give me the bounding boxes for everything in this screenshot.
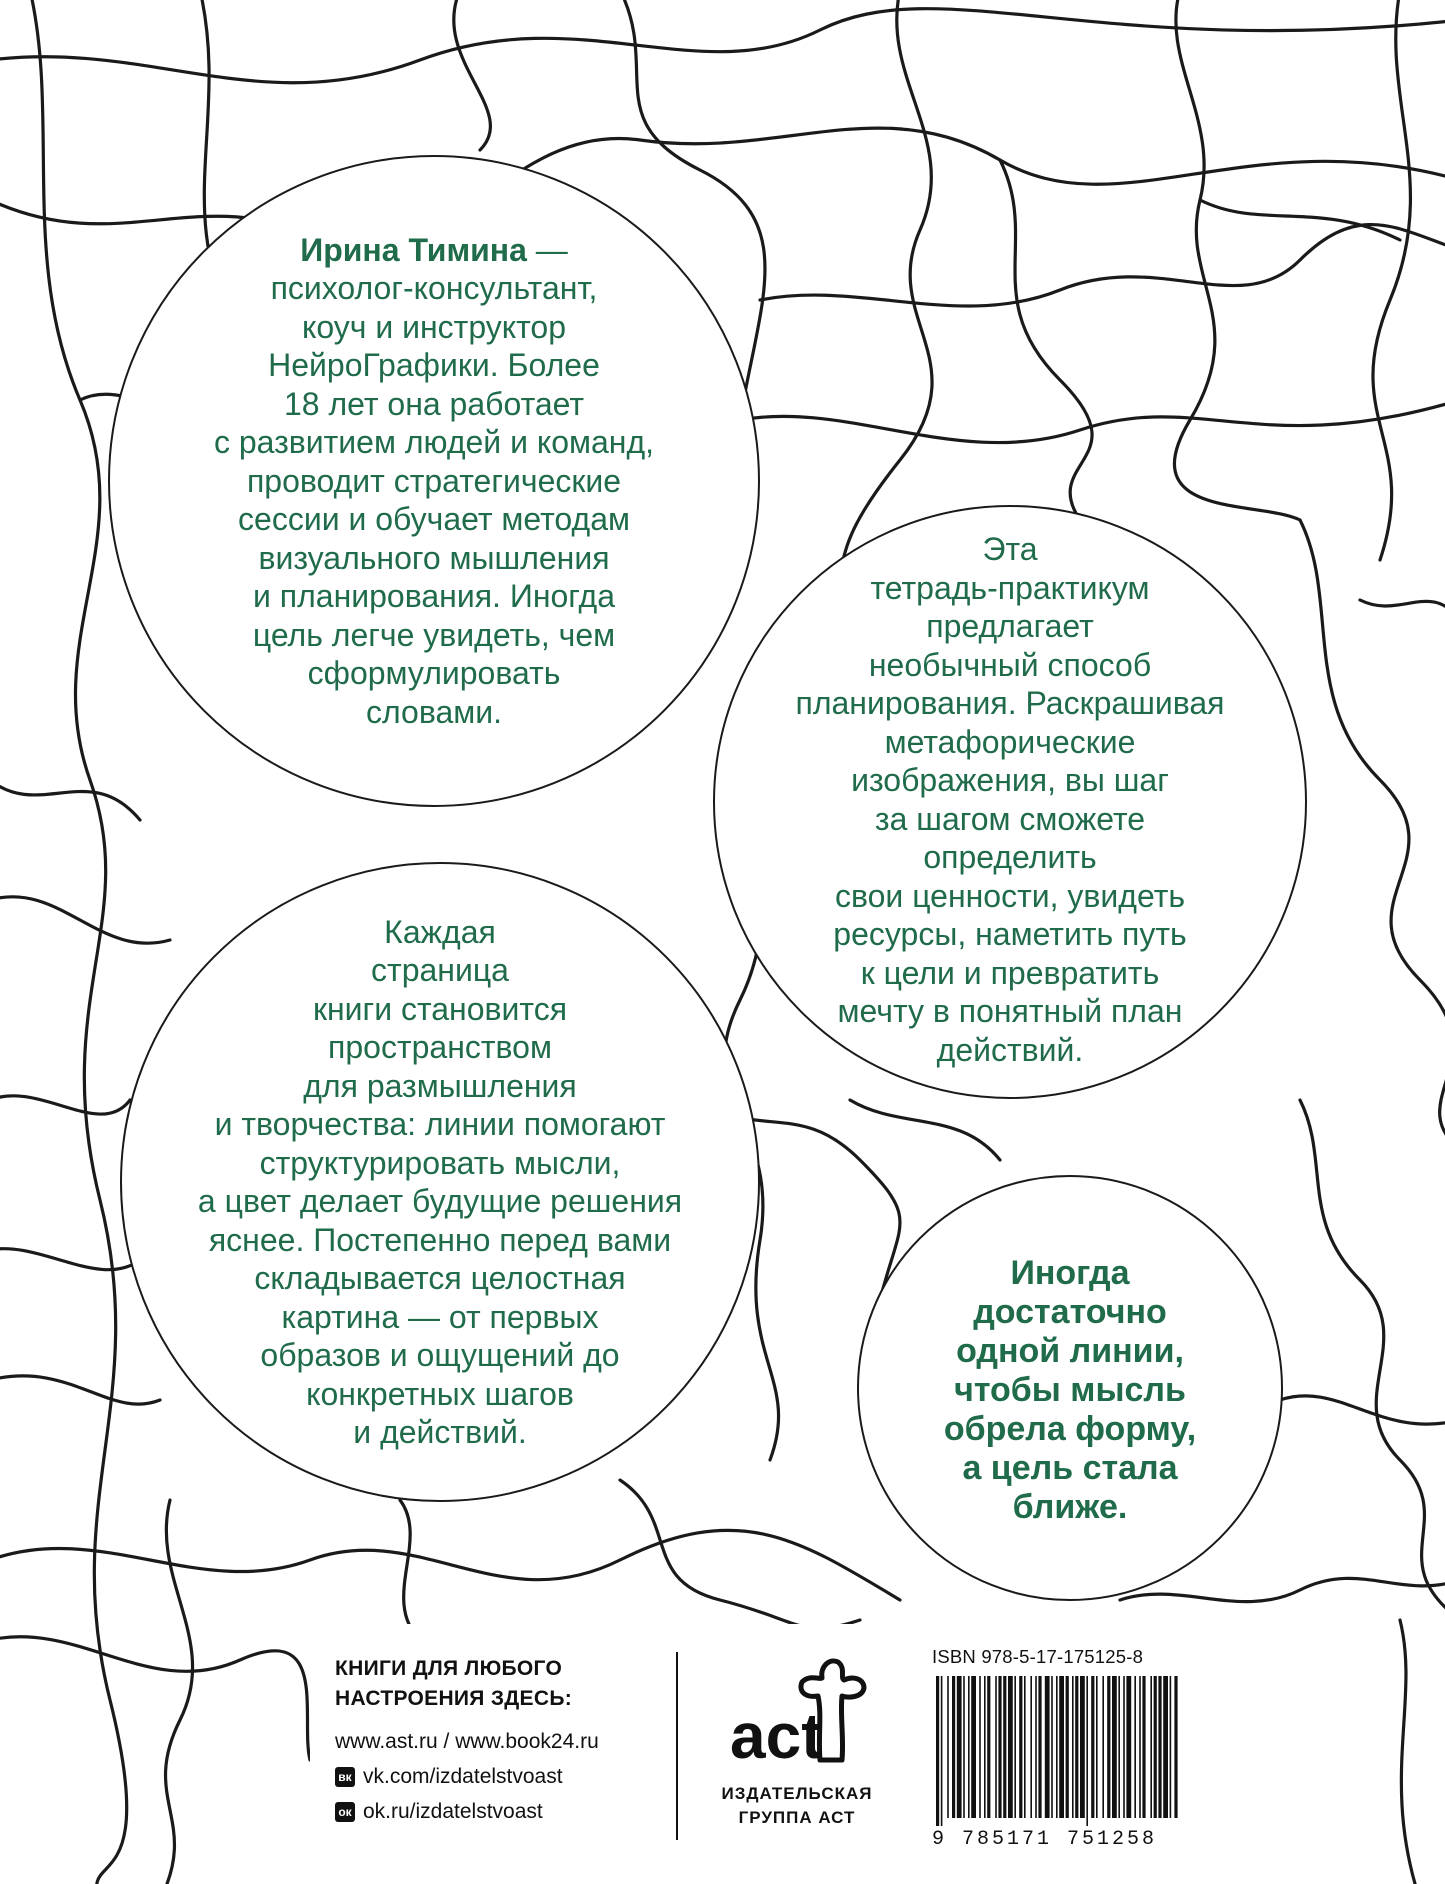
tagline-line: обрела форму, (943, 1410, 1197, 1448)
ok-link[interactable] (335, 1798, 675, 1825)
barcode-bar (957, 1676, 962, 1818)
barcode-bar (1075, 1676, 1078, 1818)
barcode-bar (1066, 1676, 1069, 1818)
websites-text: www.ast.ru / www.book24.ru (335, 1730, 599, 1753)
barcode-bar (1163, 1676, 1168, 1818)
barcode-bar (1086, 1676, 1088, 1826)
description-line: тетрадь-практикум (870, 569, 1150, 606)
bubble-author-bio (108, 155, 760, 807)
description-line: планирования. Раскрашивая (795, 685, 1225, 721)
barcode-bar (1014, 1676, 1016, 1818)
barcode-bar (1091, 1676, 1094, 1818)
bubble-pages-description (120, 862, 760, 1502)
barcode-bar (979, 1676, 981, 1818)
pages-line: складывается целостная (254, 1260, 626, 1296)
barcode-bar (998, 1676, 1001, 1818)
barcode-bar (1019, 1676, 1022, 1818)
description-line: мечту в понятный план (837, 993, 1183, 1029)
barcode-bar (1107, 1676, 1110, 1818)
isbn-text: ISBN 978-5-17-175125-8 (932, 1646, 1144, 1667)
description-line: за шагом сможете определить (874, 800, 1146, 875)
barcode-bar (1139, 1676, 1141, 1818)
bio-line: сессии и обучает методам (238, 501, 630, 538)
description-line: ресурсы, наметить путь (833, 916, 1187, 952)
author-name: Ирина Тимина (300, 231, 527, 268)
pages-line: для размышления (303, 1067, 577, 1104)
description-line: необычный способ (868, 646, 1152, 683)
bio-line: психолог-консультант, (270, 270, 598, 307)
tagline-line: а цель стала (962, 1449, 1178, 1487)
publisher-name (702, 1782, 892, 1830)
pages-line: яснее. Постепенно перед вами (208, 1221, 672, 1258)
barcode-bar (1170, 1676, 1172, 1818)
barcode-digits: 9 785171 751258 (932, 1828, 1158, 1851)
publisher-line1: ИЗДАТЕЛЬСКАЯ (721, 1784, 873, 1803)
barcode-bar (1150, 1676, 1152, 1818)
barcode-bar (1059, 1676, 1064, 1818)
barcode-bar (1072, 1676, 1074, 1818)
tagline-line: ближе. (1012, 1488, 1128, 1526)
barcode-bar (1134, 1676, 1136, 1818)
barcode-bar (1158, 1676, 1161, 1818)
websites-link[interactable] (335, 1728, 675, 1755)
pages-line: структурировать мысли, (259, 1144, 621, 1181)
vk-text: vk.com/izdatelstvoast (363, 1765, 563, 1788)
description-line: метафорические (884, 723, 1136, 760)
publisher-logo (702, 1656, 892, 1856)
barcode-bar (1118, 1676, 1120, 1818)
barcode-bar (1051, 1676, 1053, 1818)
pages-line: Каждая (384, 913, 496, 950)
pages-line: а цвет делает будущие решения (197, 1183, 683, 1219)
barcode-bar (1102, 1676, 1104, 1818)
barcode-bar (1096, 1676, 1098, 1818)
barcode-bar (995, 1676, 997, 1818)
description-line: действий. (936, 1031, 1084, 1068)
ok-text: ok.ru/izdatelstvoast (363, 1800, 543, 1823)
bio-line: НейроГрафики. Более (268, 347, 600, 384)
promo-block (335, 1654, 675, 1825)
bio-line: и планирования. Иногда (253, 578, 615, 615)
barcode-bar (963, 1676, 965, 1818)
tagline-line: чтобы мысль (954, 1371, 1186, 1409)
barcode-bar (971, 1676, 976, 1818)
tagline-line: достаточно (973, 1293, 1167, 1331)
barcode-bar (947, 1676, 949, 1818)
bio-line: словами. (365, 693, 503, 730)
pages-line: страница (371, 952, 509, 988)
pages-line: книги становится (312, 990, 568, 1027)
barcode-bar (952, 1676, 955, 1818)
bio-line: проводит стратегические (246, 462, 622, 499)
pages-line: образов и ощущений до (260, 1337, 620, 1373)
publisher-line2: ГРУППА АСТ (738, 1808, 856, 1827)
barcode-bar (1142, 1676, 1145, 1818)
bubble-book-description (713, 505, 1307, 1099)
back-cover-footer (310, 1624, 1210, 1874)
barcode-bar (941, 1676, 943, 1826)
author-bio-text: Ирина Тимина — психолог-консультант, коуч и инструктор НейроГрафики. Более 18 лет она работает с развитием людей и команд, проводит стратегические сессии и обучает методам визуального мышления и планирования. Иногда цель легче увидеть, чем сформулировать словами. (213, 231, 655, 730)
barcode-bar (1003, 1676, 1006, 1818)
vk-link[interactable] (335, 1763, 675, 1790)
logo-letters: act (730, 1700, 823, 1772)
description-line: к цели и превратить (860, 954, 1160, 991)
pages-line: и действий. (353, 1414, 527, 1450)
barcode-bar (1035, 1676, 1037, 1818)
barcode-bar (1024, 1676, 1026, 1818)
barcode-bar (1030, 1676, 1032, 1818)
barcode-bar (1008, 1676, 1013, 1818)
promo-heading-line2: НАСТРОЕНИЯ ЗДЕСЬ: (335, 1687, 573, 1710)
tagline-text (900, 1254, 1240, 1527)
barcode-bar (984, 1676, 986, 1818)
barcode-bar (1038, 1676, 1041, 1818)
pages-line: пространством (328, 1029, 552, 1065)
bubble-tagline (857, 1175, 1283, 1601)
bio-line: с развитием людей и команд, (213, 424, 655, 461)
pages-line: конкретных шагов (306, 1375, 574, 1412)
barcode-bar (1112, 1676, 1117, 1818)
description-line: предлагает (926, 608, 1094, 644)
barcode-bar (1126, 1676, 1131, 1818)
isbn-block (932, 1646, 1182, 1851)
promo-heading-line1: КНИГИ ДЛЯ ЛЮБОГО (335, 1657, 563, 1680)
description-line: изображения, вы шаг (851, 762, 1169, 798)
barcode-bar (1056, 1676, 1058, 1818)
barcode-bar (987, 1676, 990, 1818)
bio-line: цель легче увидеть, чем (252, 616, 616, 653)
barcode-bar (1123, 1676, 1125, 1818)
barcode-bar (968, 1676, 970, 1818)
pages-line: и творчества: линии помогают (214, 1106, 666, 1142)
barcode (932, 1676, 1182, 1826)
barcode-bar (936, 1676, 939, 1826)
barcode-bar (1154, 1676, 1157, 1818)
tagline-line: Иногда (1010, 1254, 1130, 1292)
pages-description-text (140, 913, 740, 1452)
barcode-bar (1174, 1676, 1177, 1818)
tagline-line: одной линии, (956, 1332, 1184, 1370)
description-line: свои ценности, увидеть (834, 877, 1186, 914)
bio-line: коуч и инструктор (301, 308, 566, 345)
footer-divider (676, 1652, 678, 1840)
description-line: Эта (982, 531, 1038, 567)
bio-line: визуального мышления (258, 539, 610, 576)
vk-icon: вк (335, 1767, 355, 1787)
book-description-text (795, 530, 1225, 1069)
barcode-bar (1080, 1676, 1085, 1818)
bio-line: 18 лет она работает (283, 385, 585, 422)
ast-logo-icon (702, 1656, 892, 1776)
pages-line: картина — от первых (281, 1298, 599, 1335)
barcode-bar (1045, 1676, 1050, 1818)
bio-line: сформулировать (307, 655, 561, 692)
ok-icon: ок (335, 1802, 355, 1822)
